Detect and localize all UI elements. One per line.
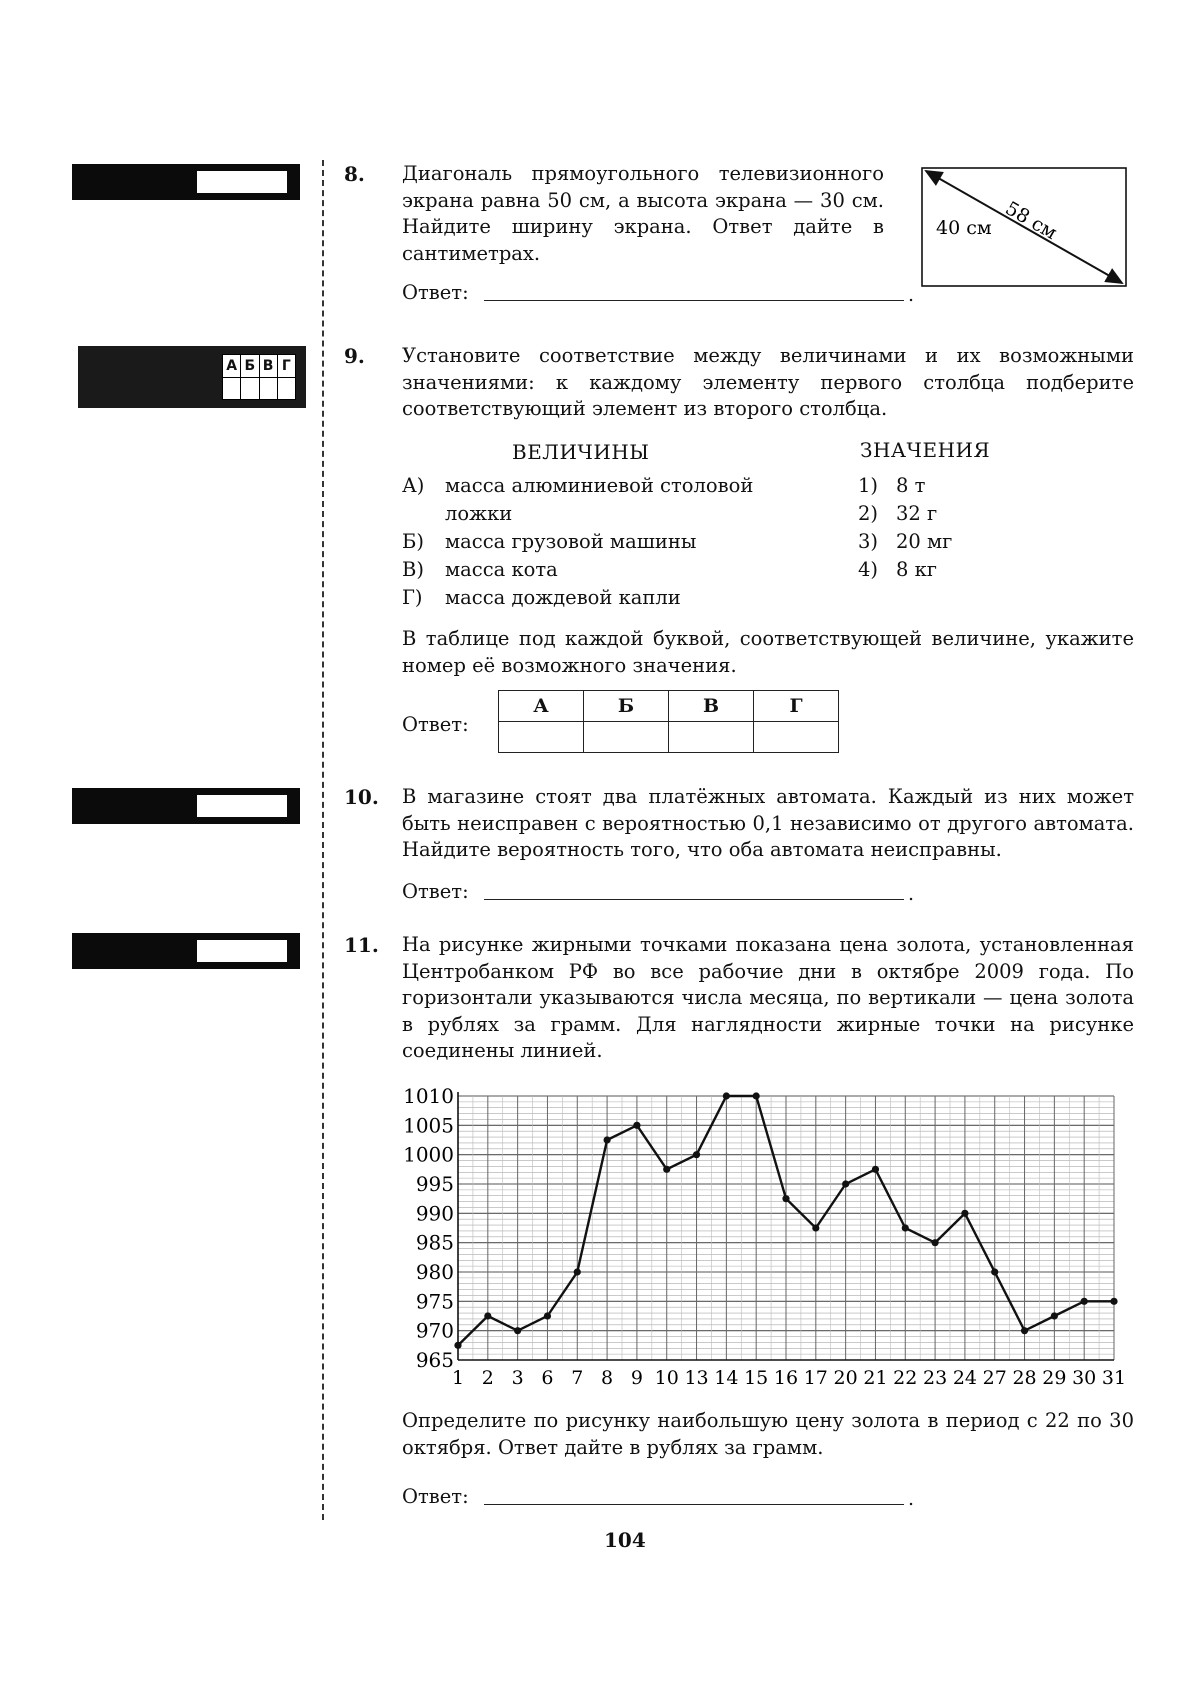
price-point <box>991 1268 998 1275</box>
chart-grid <box>458 1092 1114 1360</box>
q8-diagonal-label: 58 см <box>1001 197 1061 245</box>
q9-left-header: ВЕЛИЧИНЫ <box>512 440 650 464</box>
q9-answer-cell[interactable] <box>499 722 584 753</box>
x-tick-label: 7 <box>571 1367 584 1389</box>
q9-value-text: 20 мг <box>896 530 953 553</box>
q9-quantity-label: Г) <box>402 586 423 609</box>
x-tick-label: 23 <box>922 1367 948 1389</box>
y-tick-label: 995 <box>415 1172 454 1196</box>
q11-answer-field[interactable] <box>484 1504 904 1505</box>
q11-answer-label: Ответ: <box>402 1485 469 1508</box>
q9-side-letter: Б <box>241 355 259 377</box>
q8-number: 8. <box>344 162 365 186</box>
q11-text: На рисунке жирными точками показана цена золота, установленная Центробанком РФ во все рабочие дни в октябре 2009 года. По горизонтали указываются числа месяца, по вертикали — цена золота в рублях за грамм. Для наглядности жирные точки на рисунке соединены линией. <box>402 933 1134 1062</box>
q8-rectangle-figure <box>918 164 1130 290</box>
chart-x-ticks <box>452 1367 1126 1389</box>
q8-answer-dot: . <box>908 284 915 306</box>
x-tick-label: 20 <box>833 1367 858 1389</box>
price-point <box>782 1195 789 1202</box>
price-point <box>693 1151 700 1158</box>
q9-value-label: 4) <box>858 558 879 581</box>
q9-table-header: В <box>669 691 754 722</box>
x-tick-label: 15 <box>744 1367 769 1389</box>
x-tick-label: 22 <box>893 1367 918 1389</box>
q9-quantity-text: масса дождевой капли <box>445 586 681 609</box>
x-tick-label: 28 <box>1012 1367 1037 1389</box>
q9-value-text: 8 кг <box>896 558 938 581</box>
q9-quantity-label: Б) <box>402 530 424 553</box>
price-point <box>961 1210 968 1217</box>
x-tick-label: 2 <box>481 1367 494 1389</box>
q9-side-letter: А <box>223 355 241 377</box>
x-tick-label: 31 <box>1101 1367 1126 1389</box>
y-tick-label: 1000 <box>403 1142 454 1167</box>
q9-instruction: В таблице под каждой буквой, соответствующей величине, укажите номер её возможного значения. <box>402 627 1134 677</box>
x-tick-label: 17 <box>803 1367 828 1389</box>
q10-number: 10. <box>344 785 379 809</box>
price-point <box>484 1312 491 1319</box>
y-tick-label: 975 <box>415 1289 454 1314</box>
q11-number: 11. <box>344 933 379 957</box>
q9-side-letter: В <box>260 355 278 377</box>
x-tick-label: 24 <box>952 1367 978 1389</box>
q9-value-label: 1) <box>858 474 879 497</box>
q9-answer-cell[interactable] <box>669 722 754 753</box>
x-tick-label: 29 <box>1042 1367 1067 1389</box>
q10-answer-box <box>72 788 300 824</box>
x-tick-label: 30 <box>1072 1367 1097 1389</box>
q8-height-label: 40 см <box>936 217 992 239</box>
q9-value-text: 32 г <box>896 502 938 525</box>
price-point <box>872 1166 879 1173</box>
x-tick-label: 10 <box>654 1367 679 1389</box>
x-tick-label: 13 <box>684 1367 709 1389</box>
x-tick-label: 27 <box>982 1367 1007 1389</box>
q10-answer-dot: . <box>908 883 915 905</box>
y-tick-label: 965 <box>415 1348 454 1372</box>
q9-quantity-text: масса кота <box>445 558 558 581</box>
q11-answer-dot: . <box>908 1488 915 1510</box>
y-tick-label: 980 <box>415 1260 454 1284</box>
q9-answer-box <box>78 346 306 408</box>
q9-text: Установите соответствие между величинами и их возможными значениями: к каждому элементу первого столбца подберите соответствующий элемент из второго столбца. <box>402 344 1134 420</box>
q9-right-header: ЗНАЧЕНИЯ <box>860 438 991 462</box>
q9-quantity-label: А) <box>402 474 425 497</box>
q8-answer-box <box>72 164 300 200</box>
price-point <box>574 1268 581 1275</box>
x-tick-label: 16 <box>773 1367 799 1389</box>
page-number: 104 <box>604 1528 646 1552</box>
price-point <box>723 1092 730 1099</box>
x-tick-label: 21 <box>863 1367 888 1389</box>
price-point <box>663 1166 670 1173</box>
gold-price-chart <box>396 1078 1126 1396</box>
q8-answer-label: Ответ: <box>402 281 469 304</box>
q9-number: 9. <box>344 344 365 368</box>
q11-answer-box <box>72 933 300 969</box>
y-tick-label: 1010 <box>403 1084 454 1108</box>
price-point <box>1051 1312 1058 1319</box>
price-point <box>454 1342 461 1349</box>
q10-answer-field[interactable] <box>484 899 904 900</box>
q10-text: В магазине стоят два платёжных автомата. Каждый из них может быть неисправен с вероятностью 0,1 независимо от другого автомата. Найдите вероятность того, что оба автомата неисправны. <box>402 785 1134 861</box>
q9-answer-cell[interactable] <box>584 722 669 753</box>
price-point <box>931 1239 938 1246</box>
price-point <box>603 1136 610 1143</box>
q9-value-label: 2) <box>858 502 879 525</box>
q9-table-header: А <box>499 691 584 722</box>
q9-value-text: 8 т <box>896 474 926 497</box>
q9-quantity-text: масса грузовой машины <box>445 530 697 553</box>
x-tick-label: 9 <box>630 1367 643 1389</box>
q9-answer-label: Ответ: <box>402 713 469 736</box>
x-tick-label: 6 <box>541 1367 554 1389</box>
x-tick-label: 3 <box>511 1367 524 1389</box>
cut-line <box>322 160 324 1520</box>
q8-text: Диагональ прямоугольного телевизионного экрана равна 50 см, а высота экрана — 30 см. Найдите ширину экрана. Ответ дайте в сантиметрах. <box>402 162 884 265</box>
price-point <box>842 1180 849 1187</box>
y-tick-label: 990 <box>415 1201 454 1226</box>
q9-answer-table <box>498 690 839 753</box>
price-point <box>753 1092 760 1099</box>
q11-question: Определите по рисунку наибольшую цену золота в период с 22 по 30 октября. Ответ дайте в рублях за грамм. <box>402 1409 1134 1459</box>
price-point <box>1021 1327 1028 1334</box>
x-tick-label: 8 <box>601 1367 614 1389</box>
price-point <box>902 1224 909 1231</box>
q9-quantity-text: масса алюминиевой столовой ложки <box>445 474 754 525</box>
price-point <box>812 1224 819 1231</box>
x-tick-label: 14 <box>714 1367 739 1389</box>
price-point <box>544 1312 551 1319</box>
price-point <box>1081 1298 1088 1305</box>
q8-answer-field[interactable] <box>484 300 904 301</box>
price-point <box>1110 1298 1117 1305</box>
q10-answer-label: Ответ: <box>402 880 469 903</box>
q9-quantity-label: В) <box>402 558 424 581</box>
y-tick-label: 985 <box>415 1230 454 1255</box>
price-point <box>514 1327 521 1334</box>
y-tick-label: 1005 <box>403 1113 454 1138</box>
y-tick-label: 970 <box>415 1318 454 1343</box>
q9-table-header: Б <box>584 691 669 722</box>
q9-answer-cell[interactable] <box>754 722 839 753</box>
q9-value-label: 3) <box>858 530 879 553</box>
q9-side-letter: Г <box>281 358 291 374</box>
chart-y-ticks <box>403 1084 454 1372</box>
q9-table-header: Г <box>754 691 839 722</box>
x-tick-label: 1 <box>451 1367 465 1389</box>
price-point <box>633 1122 640 1129</box>
